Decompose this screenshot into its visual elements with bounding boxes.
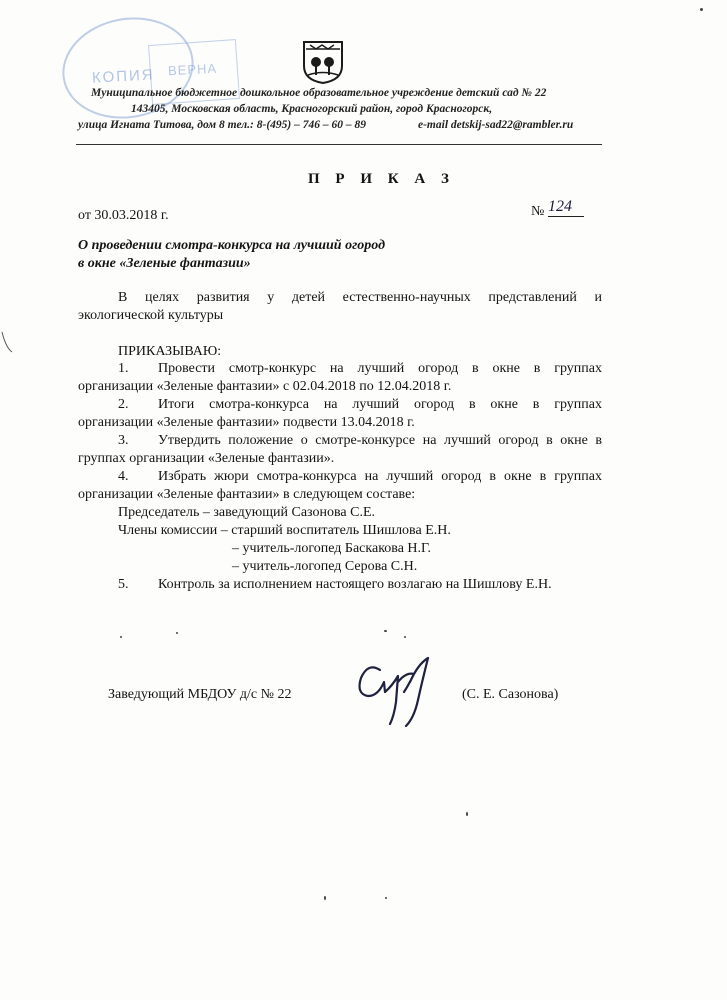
item-number: 5. [118, 577, 129, 592]
item-3-line-2: группах организации «Зеленые фантазии». [78, 451, 335, 466]
item-5-text: Контроль за исполнением настоящего возлагаю на Шишлову Е.Н. [158, 577, 552, 592]
intro-line-1: В целях развития у детей естественно-научных представлений и [118, 290, 602, 305]
scan-speck [324, 896, 326, 900]
item-number: 4. [118, 469, 129, 484]
scan-speck [120, 636, 122, 638]
handwritten-signature [352, 652, 444, 728]
scan-speck [385, 897, 387, 899]
copy-stamp-text: КОПИЯ [91, 66, 156, 87]
header-address: 143405, Московская область, Красногорский район, город Красногорск, [131, 103, 493, 115]
jury-member-2: – учитель-логопед Баскакова Н.Г. [232, 541, 432, 556]
document-number: 124 [548, 198, 584, 217]
item-4-line-1: Избрать жюри смотра-конкурса на лучший огород в окне в группах [158, 469, 602, 484]
signer-name: (С. Е. Сазонова) [462, 687, 559, 702]
intro-line-2: экологической культуры [78, 308, 224, 323]
header-street-phone: улица Игната Титова, дом 8 тел.: 8-(495) – 746 – 60 – 89 [78, 119, 366, 131]
scan-speck [404, 636, 406, 638]
number-label: № [531, 204, 545, 219]
subject-line-1: О проведении смотра-конкурса на лучший огород [78, 238, 386, 253]
header-divider [76, 144, 602, 145]
item-1-line-1: Провести смотр-конкурс на лучший огород в окне в группах [158, 361, 602, 376]
item-4-line-2: организации «Зеленые фантазии» в следующем составе: [78, 487, 416, 502]
scan-speck [384, 630, 387, 632]
item-2-line-1: Итоги смотра-конкурса на лучший огород в окне в группах [158, 397, 602, 412]
jury-chair: Председатель – заведующий Сазонова С.Е. [118, 505, 376, 520]
jury-member-3: – учитель-логопед Серова С.Н. [232, 559, 418, 574]
signer-position: Заведующий МБДОУ д/с № 22 [108, 687, 292, 702]
item-number: 2. [118, 397, 129, 412]
header-organization: Муниципальное бюджетное дошкольное образовательное учреждение детский сад № 22 [91, 87, 547, 99]
jury-member-1: Члены комиссии – старший воспитатель Шишлова Е.Н. [118, 523, 451, 538]
item-number: 1. [118, 361, 129, 376]
scan-speck [700, 8, 703, 11]
copy-stamp-text-right: ВЕРНА [167, 60, 218, 79]
coat-of-arms-icon [302, 40, 344, 84]
item-1-line-2: организации «Зеленые фантазии» с 02.04.2018 по 12.04.2018 г. [78, 379, 452, 394]
item-3-line-1: Утвердить положение о смотре-конкурсе на лучший огород в окне в [158, 433, 602, 448]
order-word: ПРИКАЗЫВАЮ: [118, 344, 222, 359]
scan-edge-mark [0, 330, 14, 354]
header-email: e-mail detskij-sad22@rambler.ru [418, 119, 574, 131]
item-number: 3. [118, 433, 129, 448]
document-date: от 30.03.2018 г. [78, 208, 169, 223]
scan-speck [466, 812, 468, 816]
scan-speck [176, 632, 178, 634]
document-title: П Р И К А З [308, 171, 455, 187]
item-2-line-2: организации «Зеленые фантазии» подвести 13.04.2018 г. [78, 415, 415, 430]
subject-line-2: в окне «Зеленые фантазии» [78, 256, 251, 271]
